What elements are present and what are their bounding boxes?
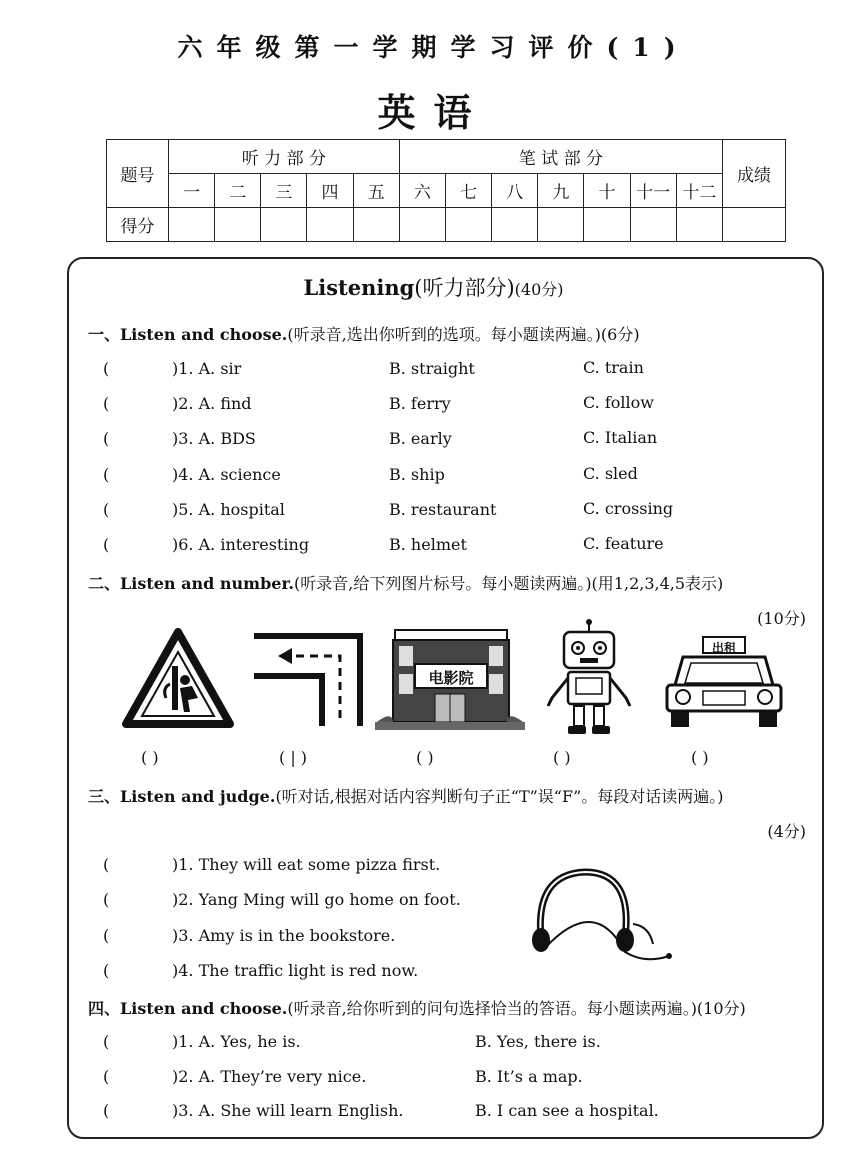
option-a: )4. A. science [172,465,281,484]
answer-blank[interactable]: ( [103,890,110,909]
section-title-cn: (听录音,选出你听到的选项。每小题读两遍。)(6分) [287,325,640,344]
section-title-en: Listen and choose. [120,999,288,1018]
listening-title [0,272,867,302]
section-number: 三、 [88,787,121,806]
section-title-cn: (听录音,给你听到的问句选择恰当的答语。每小题读两遍。)(10分) [287,999,746,1018]
section2-heading [88,571,723,594]
answer-blank[interactable]: ( [103,429,110,448]
answer-blank[interactable]: ( [103,500,110,519]
section-title-en: Listen and judge. [120,787,276,806]
total-label-cell: 成绩 [723,140,786,208]
section-number: 一、 [88,325,121,344]
option-a: )3. A. BDS [172,429,256,448]
listening-title-en: Listening [303,275,415,300]
taxi-sign: 出租 [711,641,736,655]
score-table [106,139,786,242]
picture-answer-blank[interactable]: ( ) [553,748,571,767]
picture-answer-blank[interactable]: ( ) [141,748,159,767]
option-b: B. ship [389,465,445,484]
option-a: )1. A. Yes, he is. [172,1032,301,1051]
option-b: B. Yes, there is. [475,1032,601,1051]
section3-heading [88,784,724,807]
total-score-cell[interactable] [723,208,786,242]
section3-points: (4分) [767,822,806,841]
option-a: )1. A. sir [172,359,242,378]
score-cell[interactable] [492,208,538,242]
row-label-cell: 题号 [107,140,169,208]
answer-blank[interactable]: ( [103,465,110,484]
option-b: B. straight [389,359,475,378]
score-cell[interactable] [445,208,491,242]
section-title-en: Listen and number. [120,574,294,593]
answer-blank[interactable]: ( [103,1101,110,1120]
option-b: B. It’s a map. [475,1067,583,1086]
cinema-sign: 电影院 [428,669,474,687]
question-number-cell: 七 [445,174,491,208]
score-cell[interactable] [538,208,584,242]
score-cell[interactable] [584,208,630,242]
score-cell[interactable] [676,208,722,242]
option-a: )6. A. interesting [172,535,310,554]
section-title-cn: (听录音,给下列图片标号。每小题读两遍。)(用1,2,3,4,5表示) [293,574,724,593]
option-b: B. early [389,429,452,448]
score-cell[interactable] [215,208,261,242]
picture-answer-blank[interactable]: ( ) [416,748,434,767]
robot-icon [544,618,634,736]
question-number-cell: 四 [307,174,353,208]
section4-heading [88,996,746,1019]
question-number-cell: 十二 [676,174,722,208]
option-a: )2. A. find [172,394,252,413]
answer-blank[interactable]: ( [103,855,110,874]
question-number-cell: 一 [169,174,215,208]
option-c: C. follow [583,393,654,412]
score-cell[interactable] [399,208,445,242]
listening-header-cell: 听 力 部 分 [169,140,400,174]
option-b: B. ferry [389,394,451,413]
option-a: )5. A. hospital [172,500,285,519]
option-b: B. restaurant [389,500,497,519]
writing-header-cell: 笔 试 部 分 [399,140,722,174]
picture-answer-blank[interactable]: ( | ) [279,748,308,767]
statement: )1. They will eat some pizza first. [172,855,441,874]
question-number-cell: 六 [399,174,445,208]
option-c: C. crossing [583,499,674,518]
question-number-cell: 九 [538,174,584,208]
score-cell[interactable] [630,208,676,242]
answer-blank[interactable]: ( [103,394,110,413]
section1-heading [88,322,640,345]
option-c: C. feature [583,534,664,553]
question-number-cell: 十一 [630,174,676,208]
question-number-cell: 三 [261,174,307,208]
statement: )4. The traffic light is red now. [172,961,419,980]
section-number: 四、 [88,999,121,1018]
score-cell[interactable] [261,208,307,242]
option-b: B. helmet [389,535,467,554]
score-cell[interactable] [307,208,353,242]
answer-blank[interactable]: ( [103,961,110,980]
listening-title-cn: (听力部分) [414,276,515,300]
score-label-cell: 得分 [107,208,169,242]
answer-blank[interactable]: ( [103,1067,110,1086]
score-cell[interactable] [169,208,215,242]
picture-answer-blank[interactable]: ( ) [691,748,709,767]
section-title-en: Listen and choose. [120,325,288,344]
statement: )2. Yang Ming will go home on foot. [172,890,461,909]
answer-blank[interactable]: ( [103,535,110,554]
question-number-cell: 二 [215,174,261,208]
option-c: C. train [583,358,644,377]
option-c: C. Italian [583,428,658,447]
option-a: )3. A. She will learn English. [172,1101,404,1120]
section2-points: (10分) [757,609,806,628]
turn-left-road-icon [252,632,364,728]
question-number-cell: 八 [492,174,538,208]
question-number-cell: 十 [584,174,630,208]
answer-blank[interactable]: ( [103,926,110,945]
option-c: C. sled [583,464,638,483]
section-number: 二、 [88,574,121,593]
answer-blank[interactable]: ( [103,359,110,378]
statement: )3. Amy is in the bookstore. [172,926,396,945]
score-cell[interactable] [353,208,399,242]
option-b: B. I can see a hospital. [475,1101,659,1120]
section-title-cn: (听对话,根据对话内容判断句子正“T”误“F”。每段对话读两遍。) [275,787,724,806]
headphones-icon [525,864,675,964]
page-subtitle: 六年级第一学期学习评价(1) [177,33,690,62]
option-a: )2. A. They’re very nice. [172,1067,367,1086]
answer-blank[interactable]: ( [103,1032,110,1051]
question-number-cell: 五 [353,174,399,208]
page-title: 英语 [377,90,490,135]
listening-points: (40分) [514,280,564,299]
warning-sign-icon [122,628,234,728]
